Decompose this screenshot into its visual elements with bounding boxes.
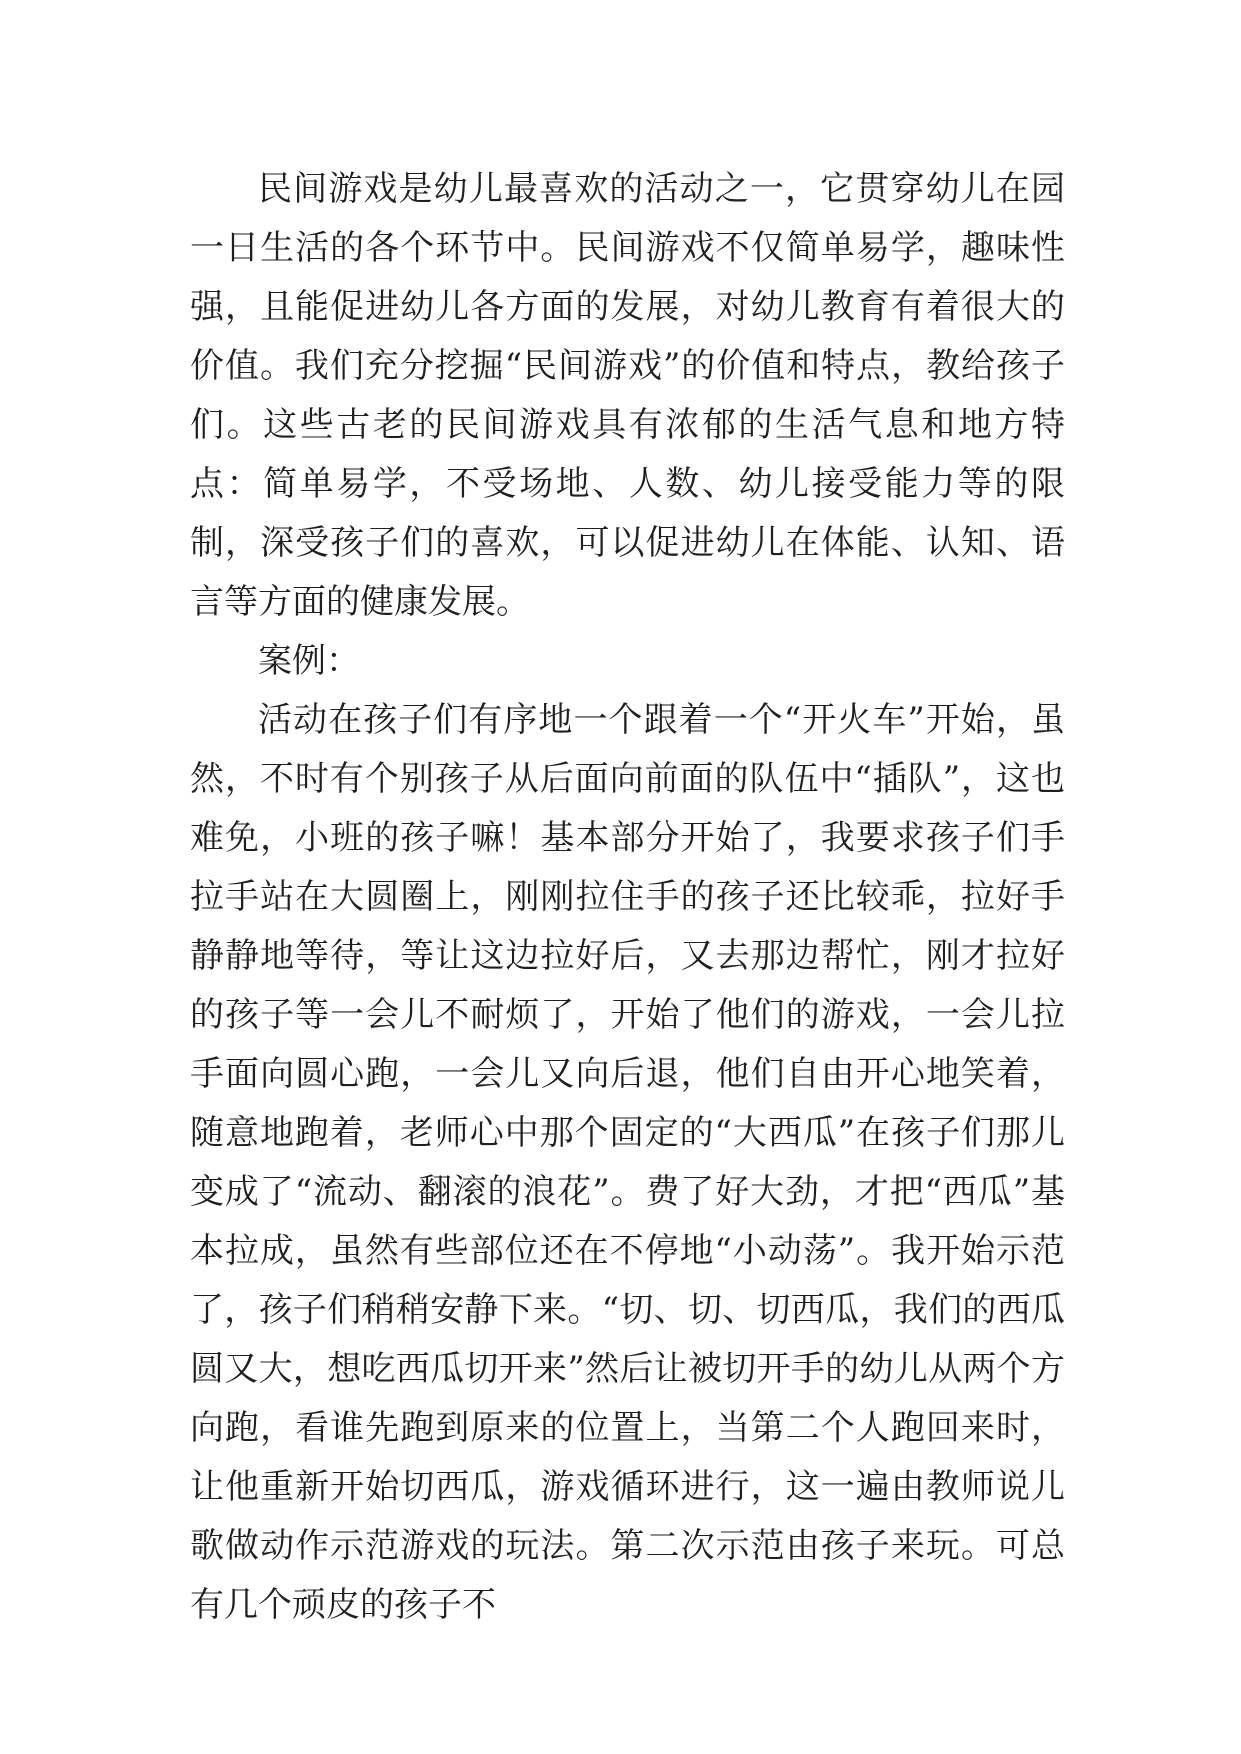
- document-body: [190, 160, 1065, 1635]
- paragraph-case-heading: 案例：: [258, 641, 360, 681]
- paragraph-case-body: 活动在孩子们有序地一个跟着一个“开火车”开始，虽然，不时有个别孩子从后面向前面的队伍中“插队”，这也难免，小班的孩子嘛！基本部分开始了，我要求孩子们手拉手站在大圆圈上，刚刚拉住手的孩子还比较乖，拉好手静静地等待，等让这边拉好后，又去那边帮忙，刚才拉好的孩子等一会儿不耐烦了，开始了他们的游戏，一会儿拉手面向圆心跑，一会儿又向后退，他们自由开心地笑着，随意地跑着，老师心中那个固定的“大西瓜”在孩子们那儿变成了“流动、翻滚的浪花”。费了好大劲，才把“西瓜”基本拉成，虽然有些部位还在不停地“小动荡”。我开始示范了，孩子们稍稍安静下来。“切、切、切西瓜，我们的西瓜圆又大，想吃西瓜切开来”然后让被切开手的幼儿从两个方向跑，看谁先跑到原来的位置上，当第二个人跑回来时，让他重新开始切西瓜，游戏循环进行，这一遍由教师说儿歌做动作示范游戏的玩法。第二次示范由孩子来玩。可总有几个顽皮的孩子不: [190, 700, 1065, 1625]
- paragraph-intro: 民间游戏是幼儿最喜欢的活动之一，它贯穿幼儿在园一日生活的各个环节中。民间游戏不仅简单易学，趣味性强，且能促进幼儿各方面的发展，对幼儿教育有着很大的价值。我们充分挖掘“民间游戏”的价值和特点，教给孩子们。这些古老的民间游戏具有浓郁的生活气息和地方特点：简单易学，不受场地、人数、幼儿接受能力等的限制，深受孩子们的喜欢，可以促进幼儿在体能、认知、语言等方面的健康发展。: [190, 169, 1065, 622]
